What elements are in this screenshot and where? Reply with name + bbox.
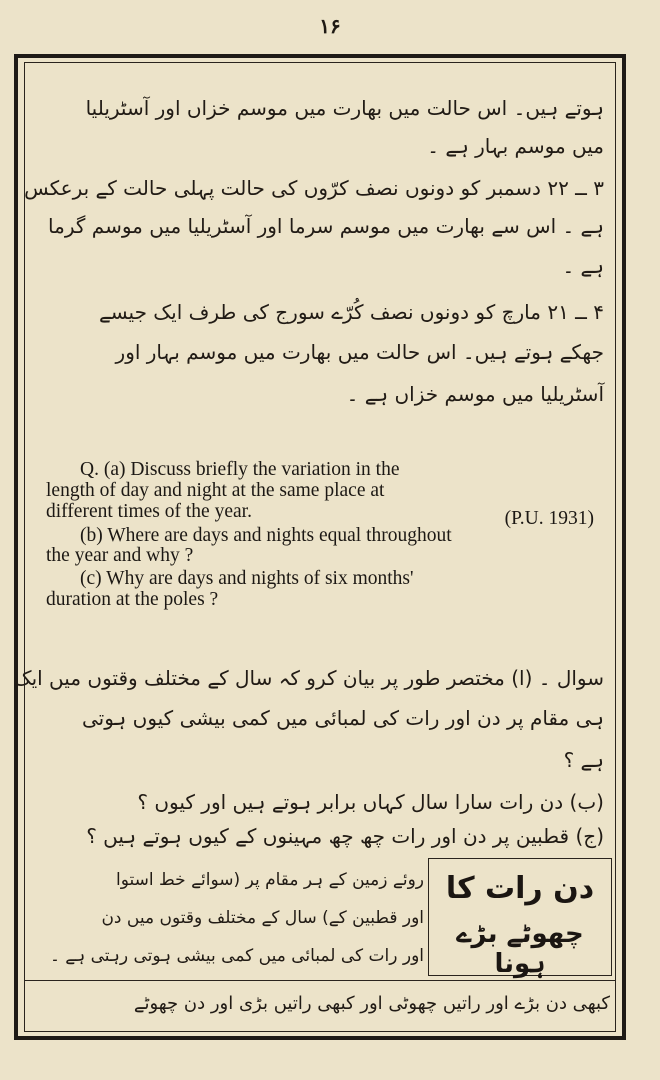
urdu-question-line: سوال ۔ (ا) مختصر طور پر بیان کرو کہ سال کے مختلف وقتوں میں ایک [13, 666, 604, 690]
question-line: the year and why ? [46, 545, 194, 566]
urdu-answer-line: اور رات کی لمبائی میں کمی بیشی ہوتی رہتی ہے ۔ [49, 946, 424, 966]
question-line: (b) Where are days and nights equal throughout [80, 525, 452, 546]
urdu-top-line: ہے ۔ اس سے بھارت میں موسم سرما اور آسٹریلیا میں موسم گرما [48, 214, 604, 238]
urdu-top-line: جھکے ہوتے ہیں۔ اس حالت میں بھارت میں موسم بہار اور [115, 340, 604, 364]
question-line: (c) Why are days and nights of six months' [80, 568, 414, 589]
side-caption-box [428, 858, 612, 979]
urdu-top-line: ہوتے ہیں۔ اس حالت میں بھارت میں موسم خزاں اور آسٹریلیا [85, 96, 604, 120]
urdu-question-line: ہی مقام پر دن اور رات کی لمبائی میں کمی بیشی کیوں ہوتی [81, 706, 604, 730]
question-line: Q. (a) Discuss briefly the variation in the [80, 459, 400, 480]
side-caption-line: چھوٹے بڑے ہونا [456, 919, 584, 979]
divider [24, 980, 616, 981]
side-caption-line: دن رات کا [445, 871, 595, 906]
urdu-answer-line: کبھی دن بڑے اور راتیں چھوٹی اور کبھی راتیں بڑی اور دن چھوٹے [133, 993, 610, 1014]
question-line: duration at the poles ? [46, 589, 219, 610]
urdu-answer-line: اور قطبین کے) سال کے مختلف وقتوں میں دن [101, 908, 424, 928]
question-reference: (P.U. 1931) [504, 508, 594, 529]
urdu-top-line: ۳ ــ ۲۲ دسمبر کو دونوں نصف کرّوں کی حالت پہلی حالت کے برعکس [24, 176, 604, 200]
urdu-top-line: ۴ ــ ۲۱ مارچ کو دونوں نصف کُرّے سورج کی طرف ایک جیسے [98, 300, 604, 324]
urdu-top-line: آسٹریلیا میں موسم خزاں ہے ۔ [346, 382, 604, 406]
urdu-top-line: ہے ۔ [562, 254, 604, 278]
page-number: ۱۶ [319, 14, 341, 38]
urdu-top-line: میں موسم بہار ہے ۔ [427, 134, 604, 158]
urdu-question-line: (ب) دن رات سارا سال کہاں برابر ہوتے ہیں اور کیوں ؟ [137, 790, 604, 814]
urdu-question-line: (ج) قطبین پر دن اور رات چھ چھ مہینوں کے کیوں ہوتے ہیں ؟ [86, 824, 604, 848]
question-line: length of day and night at the same place at [46, 480, 385, 501]
urdu-question-line: ہے ؟ [563, 748, 604, 772]
urdu-answer-line: روئے زمین کے ہر مقام پر (سوائے خط استوا [116, 870, 424, 890]
question-line: different times of the year. [46, 501, 252, 522]
